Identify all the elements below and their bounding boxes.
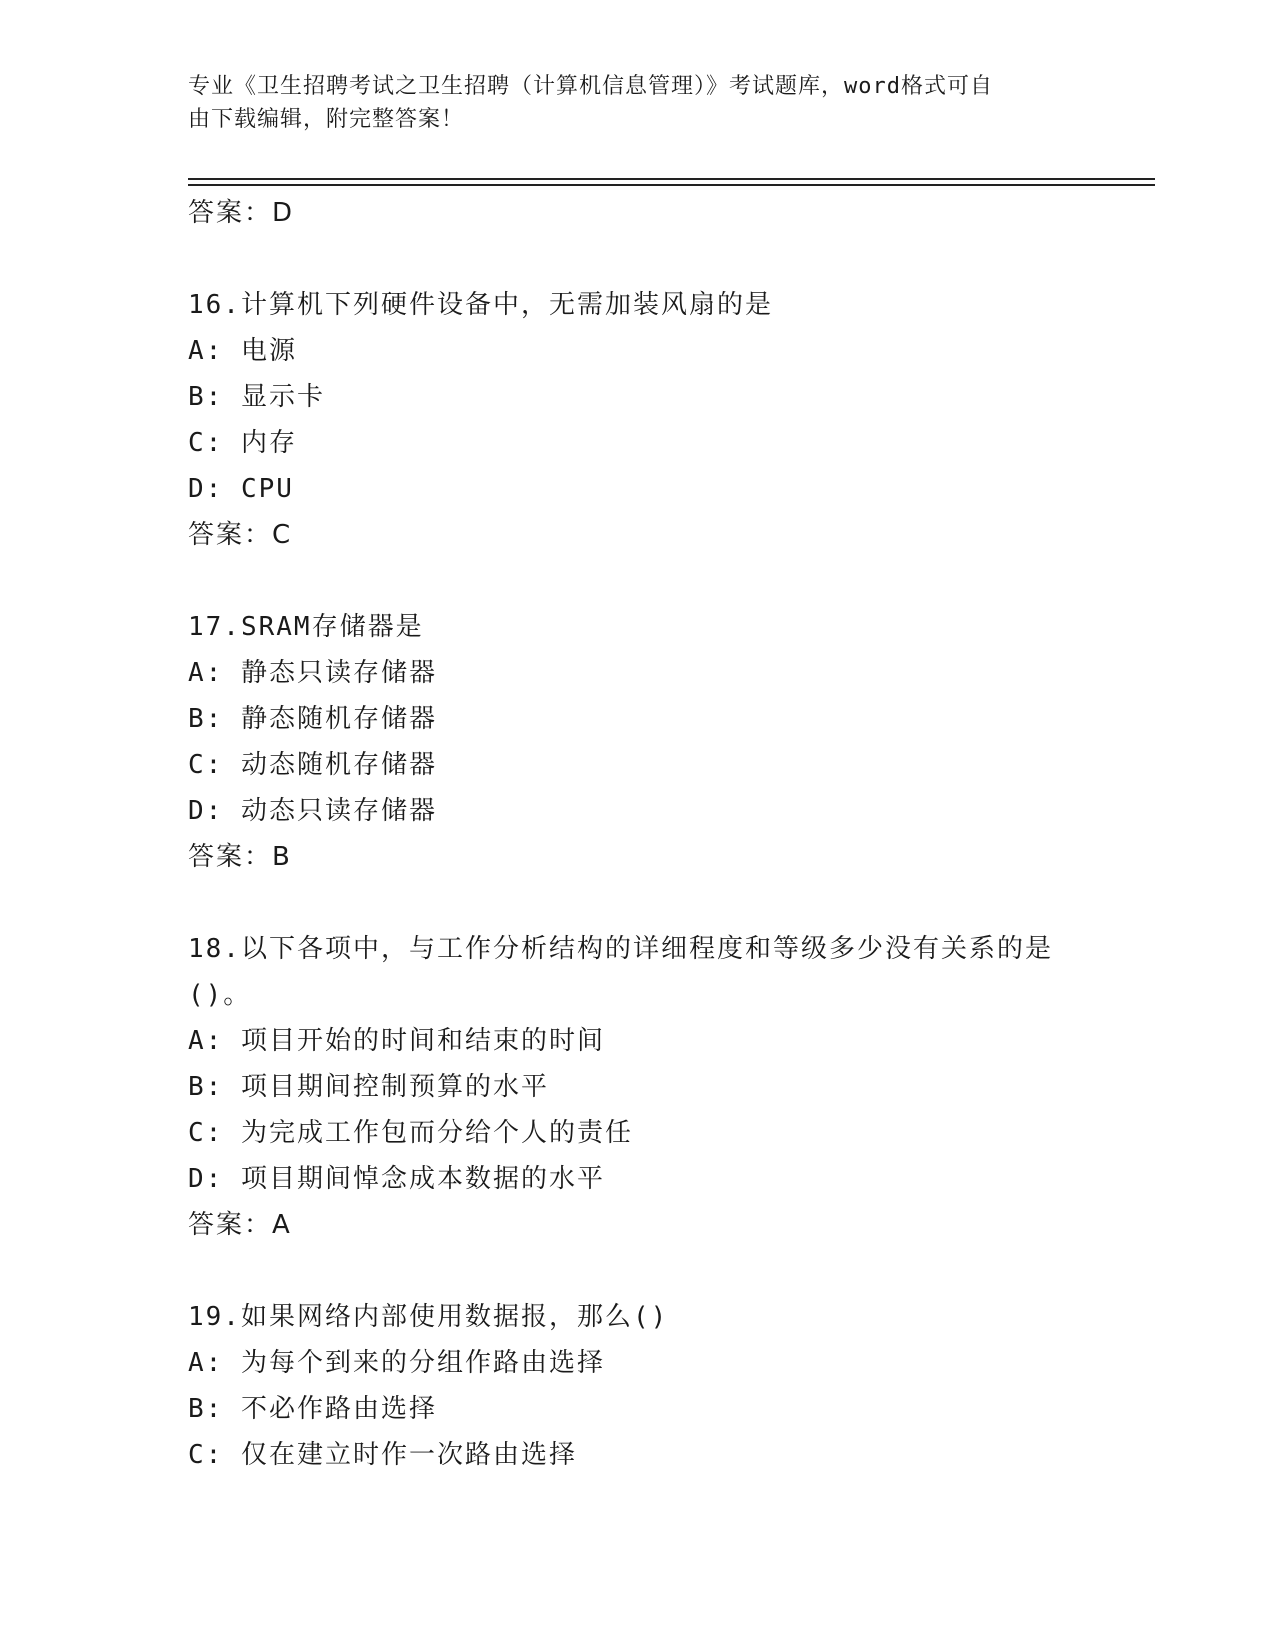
option-c: C: 仅在建立时作一次路由选择: [188, 1440, 577, 1470]
spacer: [188, 880, 1148, 926]
question-16: [188, 282, 1148, 558]
answer: 答案：C: [188, 520, 293, 550]
spacer: [188, 558, 1148, 604]
question-stem-line-1: 18.以下各项中，与工作分析结构的详细程度和等级多少没有关系的是: [188, 934, 1053, 964]
option-c: C: 为完成工作包而分给个人的责任: [188, 1118, 633, 1148]
question-stem: 19.如果网络内部使用数据报，那么(): [188, 1302, 669, 1332]
option-c: C: 内存: [188, 428, 297, 458]
option-b: B: 项目期间控制预算的水平: [188, 1072, 549, 1102]
question-stem: 16.计算机下列硬件设备中，无需加装风扇的是: [188, 290, 773, 320]
header-line-2: 由下载编辑，附完整答案！: [188, 107, 465, 132]
option-a: A: 静态只读存储器: [188, 658, 437, 688]
option-a: A: 电源: [188, 336, 297, 366]
option-d: D: CPU: [188, 474, 294, 504]
header-divider-top: [188, 178, 1155, 180]
option-b: B: 显示卡: [188, 382, 325, 412]
option-b: B: 不必作路由选择: [188, 1394, 437, 1424]
option-a: A: 为每个到来的分组作路由选择: [188, 1348, 605, 1378]
option-b: B: 静态随机存储器: [188, 704, 437, 734]
spacer: [188, 236, 1148, 282]
question-18: [188, 926, 1148, 1248]
document-header: [188, 70, 1068, 136]
question-list: [188, 190, 1148, 1478]
answer-previous: 答案：D: [188, 198, 295, 228]
option-d: D: 项目期间悼念成本数据的水平: [188, 1164, 605, 1194]
question-stem-line-2: ()。: [188, 980, 252, 1010]
option-d: D: 动态只读存储器: [188, 796, 437, 826]
option-c: C: 动态随机存储器: [188, 750, 437, 780]
answer: 答案：A: [188, 1210, 292, 1240]
answer: 答案：B: [188, 842, 292, 872]
header-line-1: 专业《卫生招聘考试之卫生招聘（计算机信息管理）》考试题库，word格式可自: [188, 74, 993, 99]
question-19: [188, 1294, 1148, 1478]
option-a: A: 项目开始的时间和结束的时间: [188, 1026, 605, 1056]
question-17: [188, 604, 1148, 880]
spacer: [188, 1248, 1148, 1294]
question-stem: 17.SRAM存储器是: [188, 612, 424, 642]
header-divider-bottom: [188, 184, 1155, 186]
